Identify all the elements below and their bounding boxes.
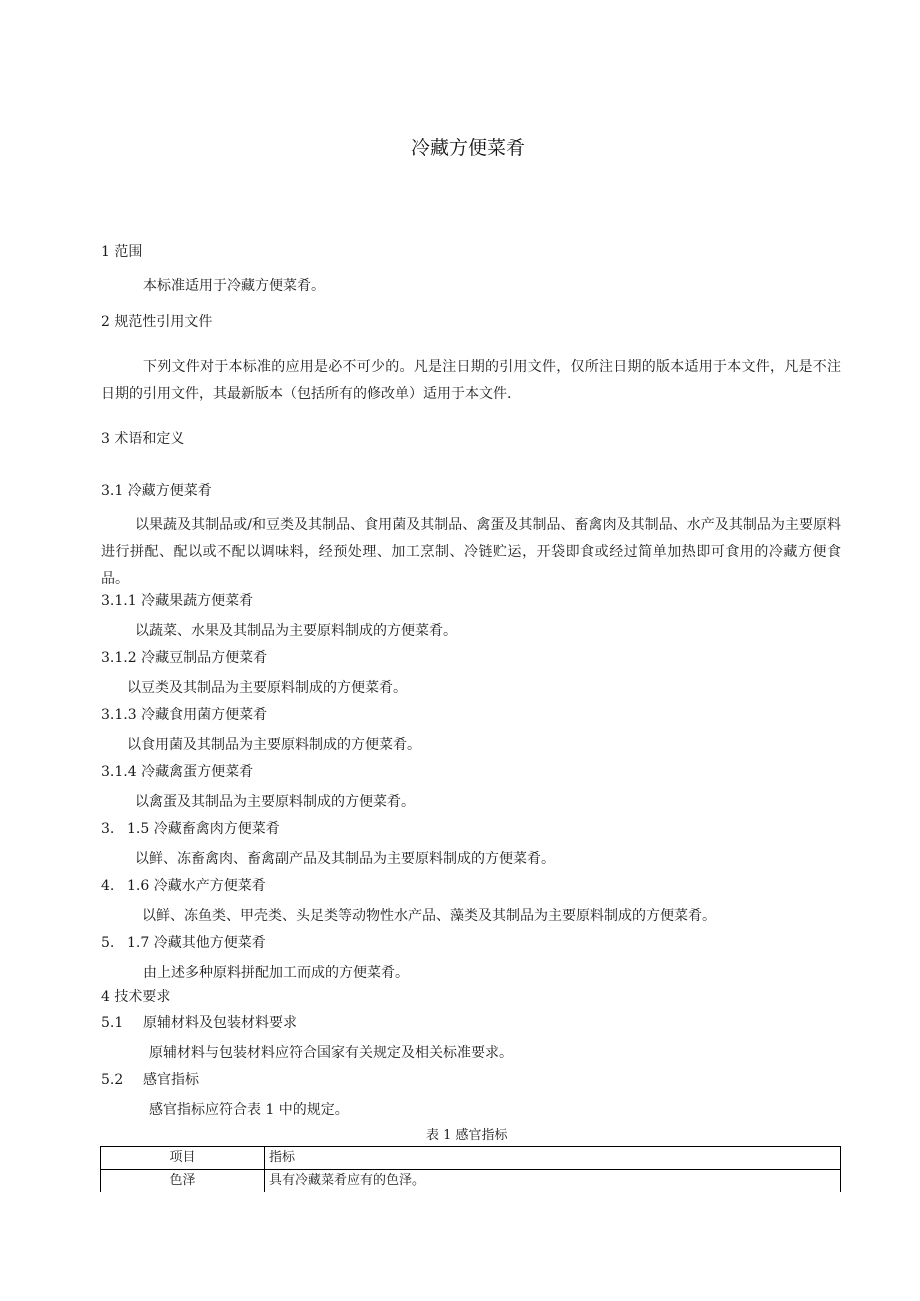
section-5-1-heading: 原辅材料及包装材料要求 — [143, 1015, 297, 1031]
section-3-1-6-number: 4. — [101, 878, 115, 894]
section-1-body: 本标准适用于冷藏方便菜肴。 — [143, 278, 325, 294]
section-3-1-5-body: 以鲜、冻畜禽肉、畜禽副产品及其制品为主要原料制成的方便菜肴。 — [135, 851, 555, 867]
table-cell-indicator: 具有冷藏菜肴应有的色泽。 — [265, 1170, 841, 1193]
section-5-1-number: 5.1 — [101, 1015, 124, 1031]
section-3-1-body-text: 以果蔬及其制品或/和豆类及其制品、食用菌及其制品、禽蛋及其制品、畜禽肉及其制品、水产及其制品为主要原料进行拼配、配以或不配以调味料，经预处理、加工烹制、冷链贮运，开袋即食或经过简单加热即可食用的冷藏方便食品。 — [101, 517, 841, 587]
section-3-1-5-number: 3. — [101, 821, 115, 837]
table-cell-item: 色泽 — [101, 1170, 265, 1193]
section-3-1-7-heading: 1.7 冷藏其他方便菜肴 — [127, 935, 266, 951]
table-row — [101, 1170, 841, 1193]
section-3-1-3-body: 以食用菌及其制品为主要原料制成的方便菜肴。 — [127, 737, 421, 753]
table-header-indicator: 指标 — [265, 1147, 841, 1170]
table-header-row — [101, 1147, 841, 1170]
table-1-caption: 表 1 感官指标 — [426, 1128, 508, 1143]
section-3-heading: 3 术语和定义 — [101, 431, 185, 447]
section-4-heading: 4 技术要求 — [101, 989, 171, 1005]
section-2-body — [101, 354, 841, 408]
section-5-2-heading: 感官指标 — [143, 1072, 199, 1088]
section-3-1-6-heading: 1.6 冷藏水产方便菜肴 — [127, 878, 266, 894]
section-3-1-heading: 3.1 冷藏方便菜肴 — [101, 483, 212, 499]
section-5-2-number: 5.2 — [101, 1072, 124, 1088]
section-3-1-3-heading: 3.1.3 冷藏食用菌方便菜肴 — [101, 707, 268, 723]
section-2-heading: 2 规范性引用文件 — [101, 314, 213, 330]
section-3-1-5-heading: 1.5 冷藏畜禽肉方便菜肴 — [127, 821, 280, 837]
section-5-2-body: 感官指标应符合表 1 中的规定。 — [149, 1102, 349, 1118]
table-header-item: 项目 — [101, 1147, 265, 1170]
section-3-1-4-heading: 3.1.4 冷藏禽蛋方便菜肴 — [101, 764, 254, 780]
document-title: 冷藏方便菜肴 — [411, 137, 526, 159]
section-3-1-6-body: 以鲜、冻鱼类、甲壳类、头足类等动物性水产品、藻类及其制品为主要原料制成的方便菜肴。 — [142, 908, 716, 924]
section-5-1-body: 原辅材料与包装材料应符合国家有关规定及相关标准要求。 — [149, 1045, 513, 1061]
section-3-1-body — [101, 512, 841, 593]
sensory-indicators-table — [100, 1146, 841, 1192]
section-3-1-2-body: 以豆类及其制品为主要原料制成的方便菜肴。 — [127, 680, 407, 696]
section-3-1-7-number: 5. — [101, 935, 115, 951]
section-1-heading: 1 范围 — [101, 244, 143, 260]
section-3-1-2-heading: 3.1.2 冷藏豆制品方便菜肴 — [101, 650, 268, 666]
section-3-1-4-body: 以禽蛋及其制品为主要原料制成的方便菜肴。 — [135, 794, 415, 810]
section-3-1-7-body: 由上述多种原料拼配加工而成的方便菜肴。 — [143, 965, 409, 981]
section-2-body-text: 下列文件对于本标准的应用是必不可少的。凡是注日期的引用文件，仅所注日期的版本适用于本文件，凡是不注日期的引用文件，其最新版本（包括所有的修改单）适用于本文件. — [101, 359, 841, 402]
section-3-1-1-body: 以蔬菜、水果及其制品为主要原料制成的方便菜肴。 — [135, 623, 457, 639]
section-3-1-1-heading: 3.1.1 冷藏果蔬方便菜肴 — [101, 593, 254, 609]
